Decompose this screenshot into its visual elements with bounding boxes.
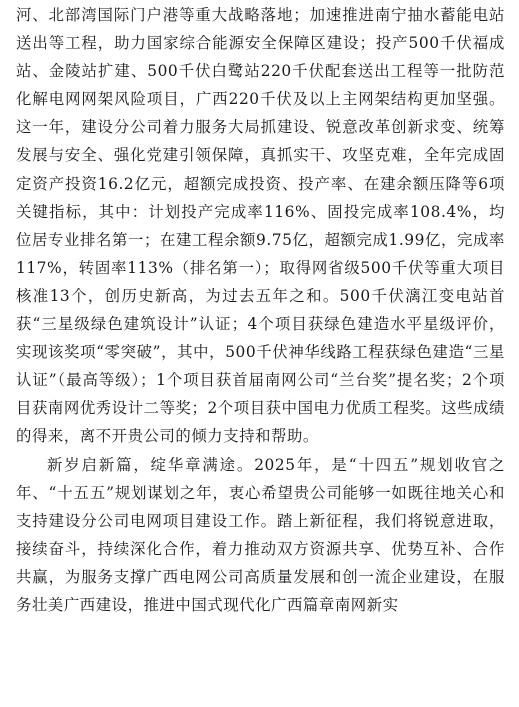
body-paragraph-1: 河、北部湾国际门户港等重大战略落地；加速推进南宁抽水蓄能电站送出等工程，助力国家综合能源安全保障区建设；投产500千伏福成站、金陵站扩建、500千伏白鹭站220千伏配套送出工程等一批防范化解电网网架风险项目，广西220千伏及以上主网架结构更加坚强。这一年，建设分公司着力服务大局抓建设、锐意改革创新求变、统筹发展与安全、强化党建引领保障，真抓实干、攻坚克难，全年完成固定资产投资16.2亿元，超额完成投资、投产率、在建余额压降等6项关键指标，其中：计划投产完成率116%、固投完成率108.4%，均位居专业排名第一；在建工程余额9.75亿，超额完成1.99亿，完成率117%，转固率113%（排名第一）；取得网省级500千伏等重大项目核准13个，创历史新高，为过去五年之和。500千伏漓江变电站首获“三星级绿色建筑设计”认证；4个项目获绿色建造水平星级评价，实现该奖项“零突破”，其中，500千伏神华线路工程获绿色建造“三星认证”（最高等级）；1个项目获首届南网公司“兰台奖”提名奖；2个项目获南网优秀设计二等奖；2个项目获中国电力优质工程奖。这些成绩的得来，离不开贵公司的倾力支持和帮助。: [16, 6, 505, 446]
body-paragraph-2: 新岁启新篇，绽华章满途。2025年，是“十四五”规划收官之年、“十五五”规划谋划之年，衷心希望贵公司能够一如既往地关心和支持建设分公司电网项目建设工作。踏上新征程，我们将锐意进取，接续奋斗，持续深化合作，着力推动双方资源共享、优势互补、合作共赢，为服务支撑广西电网公司高质量发展和创一流企业建设，在服务壮美广西建设，推进中国式现代化广西篇章南网新实: [16, 455, 505, 614]
